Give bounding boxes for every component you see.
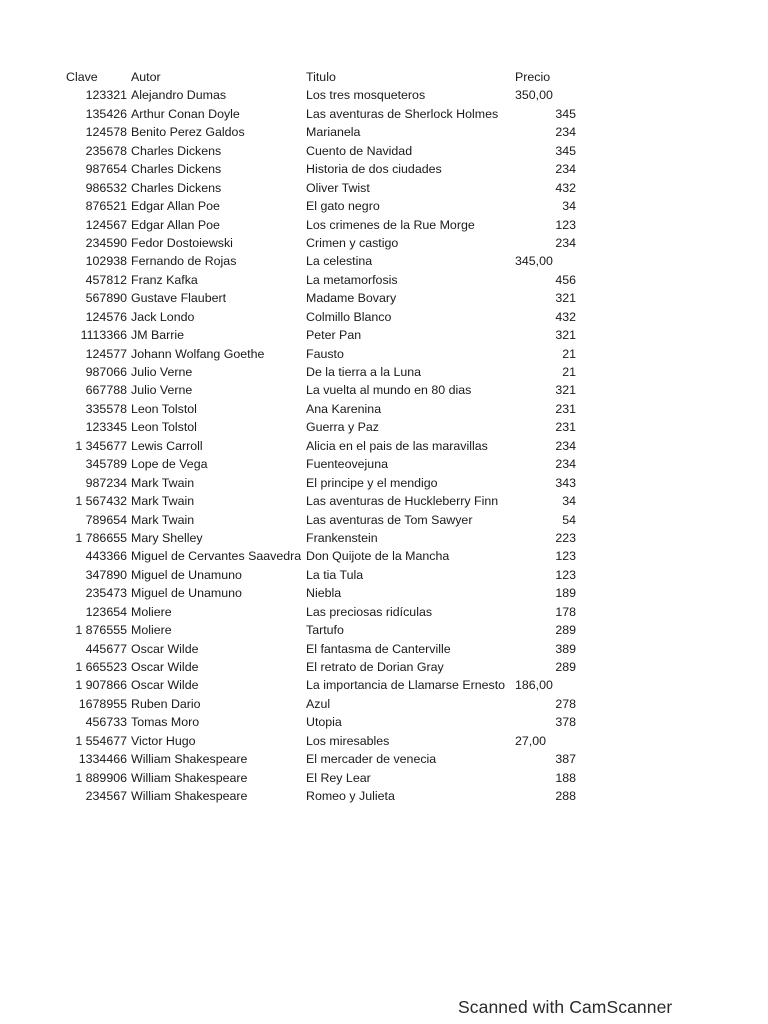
header-clave: Clave: [66, 70, 98, 84]
cell-clave: 1334466: [78, 752, 127, 767]
cell-autor: Jack Londo: [131, 309, 195, 324]
cell-autor: William Shakespeare: [131, 770, 248, 785]
cell-autor: Lewis Carroll: [131, 438, 203, 453]
cell-titulo: Peter Pan: [306, 328, 362, 343]
cell-autor: Charles Dickens: [131, 143, 222, 158]
cell-titulo: La vuelta al mundo en 80 dias: [306, 383, 472, 398]
cell-precio: 432: [555, 180, 576, 195]
table-row: [64, 474, 584, 492]
cell-clave: 986532: [85, 180, 127, 195]
cell-autor: Miguel de Unamuno: [131, 567, 242, 582]
cell-clave: 1 889906: [75, 770, 127, 785]
cell-autor: Miguel de Unamuno: [131, 586, 242, 601]
cell-titulo: La celestina: [306, 254, 373, 269]
cell-titulo: Azul: [306, 696, 331, 711]
table-row: [64, 750, 584, 768]
cell-precio: 345: [555, 106, 576, 121]
table-row: [64, 584, 584, 602]
cell-clave: 124576: [85, 309, 127, 324]
cell-precio: 34: [562, 494, 576, 509]
cell-precio: 378: [555, 715, 576, 730]
cell-autor: Arthur Conan Doyle: [131, 106, 240, 121]
cell-precio: 432: [555, 309, 576, 324]
cell-titulo: Fuenteovejuna: [306, 457, 388, 472]
cell-autor: Mary Shelley: [131, 530, 203, 545]
cell-titulo: El retrato de Dorian Gray: [306, 660, 444, 674]
cell-clave: 335578: [85, 401, 127, 416]
camscanner-watermark: Scanned with CamScanner: [458, 997, 673, 1017]
cell-clave: 234567: [85, 789, 127, 804]
cell-autor: Julio Verne: [131, 383, 193, 398]
table-row: [64, 511, 584, 529]
cell-titulo: Romeo y Julieta: [306, 789, 395, 804]
cell-precio: 223: [555, 530, 576, 545]
cell-autor: Charles Dickens: [131, 180, 222, 195]
cell-autor: Johann Wolfang Goethe: [131, 346, 265, 361]
cell-precio: 54: [562, 512, 576, 527]
cell-autor: William Shakespeare: [131, 752, 248, 767]
table-row: [64, 695, 584, 713]
cell-precio: 234: [555, 162, 576, 177]
cell-autor: Mark Twain: [131, 494, 195, 509]
cell-titulo: Fausto: [306, 346, 344, 361]
cell-autor: Fedor Dostoiewski: [131, 235, 233, 250]
cell-precio: 343: [555, 475, 576, 490]
cell-titulo: Tartufo: [306, 623, 344, 638]
cell-clave: 987234: [85, 475, 127, 490]
cell-precio: 188: [555, 770, 576, 785]
table-row: [64, 160, 584, 178]
cell-clave: 1 665523: [75, 660, 127, 674]
cell-clave: 123321: [85, 88, 127, 103]
table-row: [64, 197, 584, 215]
cell-titulo: El fantasma de Canterville: [306, 641, 451, 656]
cell-precio: 231: [555, 401, 576, 416]
cell-autor: Leon Tolstol: [131, 420, 197, 435]
table-row: [64, 603, 584, 621]
cell-clave: 987654: [85, 162, 127, 177]
cell-autor: Gustave Flaubert: [131, 291, 227, 306]
cell-precio: 186,00: [515, 678, 553, 693]
table-row: [64, 271, 584, 289]
cell-autor: Edgar Allan Poe: [131, 217, 220, 232]
cell-autor: Mark Twain: [131, 512, 195, 527]
cell-autor: Ruben Dario: [131, 696, 201, 711]
cell-precio: 189: [555, 586, 576, 601]
cell-precio: 321: [555, 291, 576, 306]
table-row: [64, 345, 584, 363]
cell-precio: 289: [555, 623, 576, 638]
cell-autor: Victor Hugo: [131, 733, 196, 748]
table-row: [64, 547, 584, 565]
cell-precio: 234: [555, 457, 576, 472]
table-row: [64, 713, 584, 731]
cell-titulo: Oliver Twist: [306, 180, 370, 195]
cell-titulo: Madame Bovary: [306, 291, 397, 306]
cell-clave: 135426: [85, 106, 127, 121]
table-row: [64, 787, 584, 805]
cell-autor: Edgar Allan Poe: [131, 199, 220, 214]
cell-autor: William Shakespeare: [131, 789, 248, 804]
cell-titulo: Las aventuras de Tom Sawyer: [306, 512, 473, 527]
table-row: [64, 437, 584, 455]
table-row: [64, 529, 584, 547]
table-row: [64, 363, 584, 381]
cell-titulo: Crimen y castigo: [306, 235, 399, 250]
cell-clave: 102938: [85, 254, 127, 269]
cell-clave: 234590: [85, 235, 127, 250]
cell-titulo: Los tres mosqueteros: [306, 88, 426, 103]
cell-precio: 123: [555, 549, 576, 564]
cell-autor: Oscar Wilde: [131, 641, 199, 656]
table-row: [64, 676, 584, 694]
cell-autor: Alejandro Dumas: [131, 88, 227, 103]
cell-titulo: El gato negro: [306, 199, 380, 214]
cell-precio: 345,00: [515, 254, 553, 269]
cell-clave: 789654: [85, 512, 127, 527]
cell-clave: 1 786655: [75, 530, 127, 545]
table-row: [64, 123, 584, 141]
cell-autor: Miguel de Cervantes Saavedra: [131, 549, 302, 564]
table-row: [64, 732, 584, 750]
cell-autor: Franz Kafka: [131, 272, 198, 287]
cell-autor: JM Barrie: [131, 328, 185, 343]
cell-clave: 235678: [85, 143, 127, 158]
cell-clave: 124578: [85, 125, 127, 140]
cell-clave: 1678955: [78, 696, 127, 711]
cell-titulo: Alicia en el pais de las maravillas: [306, 438, 488, 453]
cell-precio: 350,00: [515, 88, 553, 103]
table-row: [64, 216, 584, 234]
cell-precio: 234: [555, 235, 576, 250]
table-row: [64, 105, 584, 123]
cell-precio: 288: [555, 789, 576, 804]
cell-precio: 234: [555, 438, 576, 453]
table-row: [64, 142, 584, 160]
header-autor: Autor: [131, 70, 161, 84]
cell-autor: Charles Dickens: [131, 162, 222, 177]
cell-autor: Benito Perez Galdos: [131, 125, 245, 140]
header-titulo: Titulo: [306, 70, 336, 84]
cell-precio: 456: [555, 272, 576, 287]
cell-precio: 389: [555, 641, 576, 656]
cell-clave: 876521: [85, 199, 127, 214]
cell-clave: 347890: [85, 567, 127, 582]
cell-autor: Leon Tolstol: [131, 401, 197, 416]
cell-clave: 1 554677: [75, 733, 127, 748]
cell-clave: 667788: [85, 383, 127, 398]
table-body: [64, 86, 584, 805]
cell-titulo: El mercader de venecia: [306, 752, 437, 767]
table-row: [64, 455, 584, 473]
cell-titulo: Cuento de Navidad: [306, 143, 413, 158]
cell-precio: 123: [555, 567, 576, 582]
cell-titulo: Ana Karenina: [306, 401, 382, 416]
cell-clave: 345789: [85, 457, 127, 472]
cell-autor: Oscar Wilde: [131, 678, 199, 693]
cell-precio: 289: [555, 660, 576, 674]
cell-titulo: Marianela: [306, 125, 361, 140]
cell-titulo: Las preciosas ridículas: [306, 604, 433, 619]
cell-precio: 321: [555, 383, 576, 398]
table-row: [64, 640, 584, 658]
table-row: [64, 621, 584, 639]
cell-titulo: Don Quijote de la Mancha: [306, 549, 450, 564]
cell-precio: 34: [562, 199, 576, 214]
cell-autor: Mark Twain: [131, 475, 195, 490]
cell-clave: 1 907866: [75, 678, 127, 693]
table-row: [64, 492, 584, 510]
cell-titulo: Los miresables: [306, 733, 390, 748]
table-row: [64, 252, 584, 270]
cell-precio: 234: [555, 125, 576, 140]
table-header-row: [64, 68, 584, 86]
table-row: [64, 769, 584, 787]
cell-titulo: De la tierra a la Luna: [306, 365, 422, 379]
cell-clave: 443366: [85, 549, 127, 564]
cell-autor: Oscar Wilde: [131, 660, 199, 674]
cell-precio: 21: [562, 365, 576, 379]
cell-precio: 21: [562, 346, 576, 361]
cell-precio: 387: [555, 752, 576, 767]
cell-autor: Moliere: [131, 623, 172, 638]
header-precio: Precio: [515, 70, 551, 84]
table-row: [64, 308, 584, 326]
cell-clave: 456733: [85, 715, 127, 730]
cell-clave: 123654: [85, 604, 127, 619]
cell-titulo: Las aventuras de Huckleberry Finn: [306, 494, 499, 509]
cell-autor: Tomas Moro: [131, 715, 200, 730]
cell-autor: Julio Verne: [131, 365, 193, 379]
cell-clave: 987066: [85, 365, 127, 379]
table-row: [64, 566, 584, 584]
cell-clave: 1113366: [80, 328, 127, 343]
table-row: [64, 658, 584, 676]
cell-clave: 123345: [85, 420, 127, 435]
cell-precio: 123: [555, 217, 576, 232]
cell-titulo: La metamorfosis: [306, 272, 398, 287]
table-row: [64, 326, 584, 344]
cell-clave: 124577: [85, 346, 127, 361]
cell-titulo: Guerra y Paz: [306, 420, 379, 435]
table-row: [64, 418, 584, 436]
cell-titulo: La tia Tula: [306, 567, 364, 582]
cell-autor: Moliere: [131, 604, 172, 619]
cell-clave: 1 567432: [75, 494, 127, 509]
cell-precio: 178: [555, 604, 576, 619]
table-row: [64, 234, 584, 252]
cell-precio: 345: [555, 143, 576, 158]
cell-titulo: Colmillo Blanco: [306, 309, 392, 324]
cell-precio: 278: [555, 696, 576, 711]
cell-titulo: Utopia: [306, 715, 342, 730]
table-row: [64, 381, 584, 399]
cell-titulo: El Rey Lear: [306, 770, 371, 785]
table-row: [64, 400, 584, 418]
cell-clave: 445677: [85, 641, 127, 656]
cell-clave: 457812: [85, 272, 127, 287]
table-row: [64, 179, 584, 197]
cell-titulo: Los crimenes de la Rue Morge: [306, 217, 475, 232]
table-row: [64, 289, 584, 307]
cell-precio: 321: [555, 328, 576, 343]
cell-precio: 231: [555, 420, 576, 435]
cell-titulo: Niebla: [306, 586, 342, 601]
cell-precio: 27,00: [515, 733, 547, 748]
cell-clave: 124567: [85, 217, 127, 232]
cell-autor: Fernando de Rojas: [131, 254, 237, 269]
cell-titulo: Las aventuras de Sherlock Holmes: [306, 106, 499, 121]
cell-titulo: La importancia de Llamarse Ernesto: [306, 678, 506, 693]
cell-autor: Lope de Vega: [131, 457, 208, 472]
books-table: [64, 68, 584, 806]
cell-titulo: Historia de dos ciudades: [306, 162, 442, 177]
table-row: [64, 86, 584, 104]
cell-clave: 567890: [85, 291, 127, 306]
cell-titulo: Frankenstein: [306, 530, 378, 545]
cell-clave: 1 345677: [75, 438, 127, 453]
cell-clave: 235473: [85, 586, 127, 601]
cell-clave: 1 876555: [75, 623, 127, 638]
cell-titulo: El principe y el mendigo: [306, 475, 438, 490]
